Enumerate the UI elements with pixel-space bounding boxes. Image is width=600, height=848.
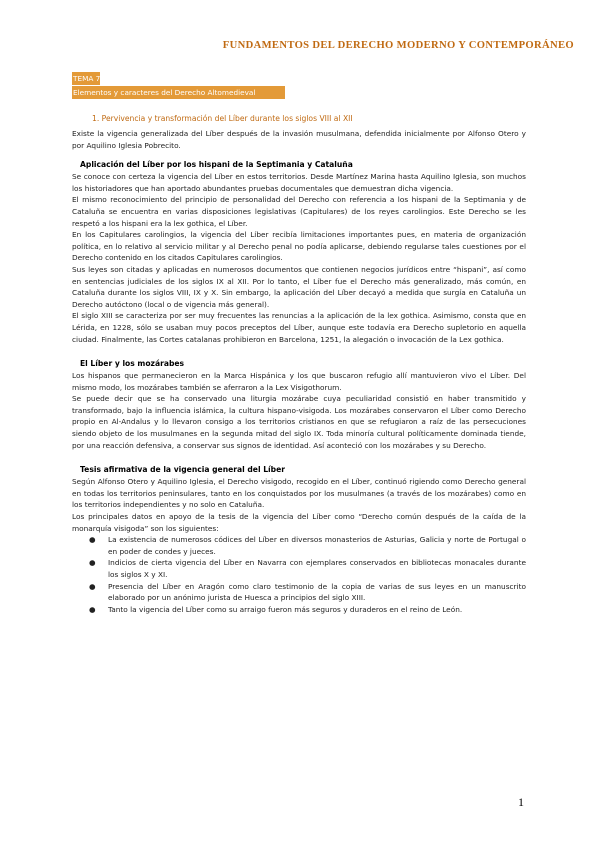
subsection-heading-tesis: Tesis afirmativa de la vigencia general del Líber <box>80 465 285 475</box>
bullet-icon: ● <box>89 558 96 568</box>
list-item <box>72 604 526 616</box>
paragraph: Se conoce con certeza la vigencia del Líber en estos territorios. Desde Martínez Marina hasta Aquilino Iglesia, son muchos los historiadores que han aportado abundantes pruebas documentales que demuestran dicha vigencia. <box>72 172 526 193</box>
subsection-heading-aplicacion: Aplicación del Líber por los hispani de la Septimania y Cataluña <box>80 160 353 170</box>
list-item <box>72 581 526 604</box>
bullet-list <box>72 534 526 615</box>
list-item-text: Presencia del Líber en Aragón como claro testimonio de la copia de varias de sus leyes en un manuscrito elaborado por un anónimo jurista de Huesca a principios del siglo XIII. <box>108 581 526 603</box>
bullet-icon: ● <box>89 581 96 591</box>
list-item <box>72 534 526 557</box>
paragraph: Los principales datos en apoyo de la tesis de la vigencia del Líber como “Derecho común después de la caída de la monarquía visigoda” son los siguientes: <box>72 512 526 533</box>
page-number: 1 <box>518 795 524 809</box>
section-heading: 1. Pervivencia y transformación del Líber durante los siglos VIII al XII <box>92 114 353 123</box>
paragraph: Se puede decir que se ha conservado una liturgia mozárabe cuya peculiaridad consistió en haber transmitido y transformado, bajo la influencia islámica, la cultura hispano-visigoda. Los mozárabes conservaron el Líber como Derecho propio en Al-Andalus y lo llevaron consigo a los territorios cristianos en que se refugiaron a raíz de las persecuciones siendo objeto de los musulmanes en la segunda mitad del siglo IX. Toda minoría cultural políticamente dominada tiende, por una reacción defensiva, a conservar sus signos de identidad. Así aconteció con los mozárabes y su Derecho. <box>72 394 526 450</box>
paragraph: Los hispanos que permanecieron en la Marca Hispánica y los que buscaron refugio allí mantuvieron vivo el Líber. Del mismo modo, los mozárabes también se aferraron a la Lex Visigothorum. <box>72 371 526 392</box>
paragraph: El siglo XIII se caracteriza por ser muy frecuentes las renuncias a la aplicación de la lex gothica. Asimismo, consta que en Lérida, en 1228, sólo se usaban muy pocos preceptos del Líber, aunque este todavía era Derecho supletorio en aquella ciudad. Finalmente, las Cortes catalanas prohibieron en Barcelona, 1251, la alegación o invocación de la Lex gothica. <box>72 311 526 344</box>
paragraph: Según Alfonso Otero y Aquilino Iglesia, el Derecho visigodo, recogido en el Líber, continuó rigiendo como Derecho general en todas los territorios peninsulares, tanto en los conquistados por los musulmanes (a través de los mozárabes) como en los territorios independientes y no solo en Cataluña. <box>72 477 526 510</box>
list-item-text: La existencia de numerosos códices del Líber en diversos monasterios de Asturias, Galicia y norte de Portugal o en poder de condes y jueces. <box>108 535 526 556</box>
bullet-icon: ● <box>89 604 96 614</box>
subsection-heading-mozarabes: El Líber y los mozárabes <box>80 359 185 369</box>
tema-label: TEMA 7 <box>73 74 100 83</box>
list-item <box>72 557 526 580</box>
paragraph: Sus leyes son citadas y aplicadas en numerosos documentos que contienen negocios jurídicos entre “hispani”, así como en sentencias judiciales de los siglos IX al XII. Por lo tanto, el Líber fue el Derecho más generalizado, más común, en Cataluña durante los siglos VIII, IX y X. Sin embargo, la aplicación del Líber decayó a medida que surgía en Cataluña un Derecho autóctono (local o de vigencia más general). <box>72 264 526 309</box>
paragraph: En los Capitulares carolingios, la vigencia del Líber recibía limitaciones importantes pues, en materia de organización política, en lo relativo al servicio militar y al Derecho penal no podía aplicarse, debiendo regularse tales cuestiones por el Derecho contenido en los citados Capitulares carolingios. <box>72 230 526 263</box>
list-item-text: Indicios de cierta vigencia del Líber en Navarra con ejemplares conservados en bibliotecas monacales durante los siglos X y XI. <box>108 558 526 579</box>
section-intro-paragraph: Existe la vigencia generalizada del Líber después de la invasión musulmana, defendida inicialmente por Alfonso Otero y por Aquilino Iglesia Pobrecito. <box>72 129 526 150</box>
document-header-title: FUNDAMENTOS DEL DERECHO MODERNO Y CONTEMPORÁNEO <box>222 40 574 51</box>
tema-subtitle: Elementos y caracteres del Derecho Altomedieval <box>72 86 285 99</box>
bullet-icon: ● <box>89 535 96 545</box>
paragraph: El mismo reconocimiento del principio de personalidad del Derecho con referencia a los hispani de la Septimania y de Cataluña se encuentra en varias disposiciones legislativas (Capitulares) de los reyes carolingios. Este Derecho se les respetó a los hispani era la lex gothica, el Líber. <box>72 195 526 228</box>
list-item-text: Tanto la vigencia del Líber como su arraigo fueron más seguros y duraderos en el reino de León. <box>108 604 463 614</box>
document-body <box>72 128 526 615</box>
